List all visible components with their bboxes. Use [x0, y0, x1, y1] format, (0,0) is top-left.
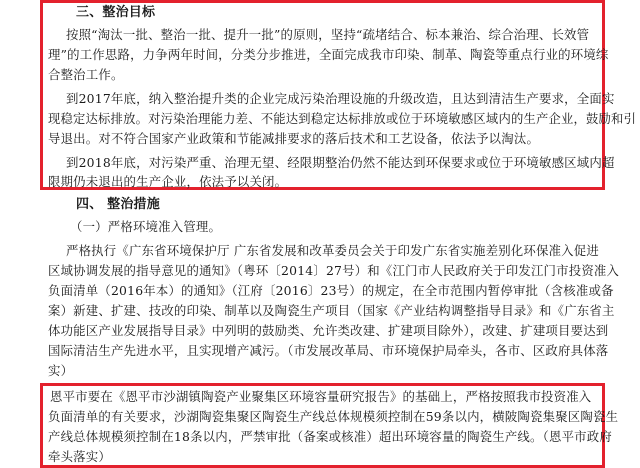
paragraph-line: 理”的工作思路，力争两年时间，分类分步推进，全面完成我市印染、制革、陶瓷等重点行业的环境综 [48, 47, 609, 62]
paragraph-line: 严格执行《广东省环境保护厅 广东省发展和改革委员会关于印发广东省实施差别化环保准入促进 [66, 243, 599, 258]
paragraph-line: 到2017年底，纳入整治提升类的企业完成污染治理设施的升级改造，且达到清洁生产要求，全面实 [66, 91, 615, 106]
subsection-heading: （一）严格环境准入管理。 [70, 219, 222, 234]
paragraph-line: 案）新建、扩建、技改的印染、制革以及陶瓷生产项目（国家《产业结构调整指导目录》和《广东省主 [48, 303, 615, 318]
paragraph-line: 恩平市要在《恩平市沙湖镇陶瓷产业聚集区环境容量研究报告》的基础上，严格按照我市投资准入 [50, 389, 592, 404]
paragraph-line: 体功能区产业发展指导目录》中列明的鼓励类、允许类改建、扩建项目除外），改建、扩建项目要达到 [48, 323, 609, 338]
paragraph-line: 实） [48, 363, 74, 378]
paragraph-line: 合整治工作。 [48, 67, 124, 82]
paragraph-line: 到2018年底，对污染严重、治理无望、经限期整治仍然不能达到环保要求或位于环境敏感区域内超 [66, 155, 615, 170]
paragraph-line: 牵头落实） [48, 449, 111, 464]
section-heading-targets: 三、整治目标 [76, 5, 156, 20]
paragraph-line: 按照“淘汰一批、整治一批、提升一批”的原则，坚持“疏堵结合、标本兼治、综合治理、长效管 [66, 27, 590, 42]
paragraph-line: 导退出。对不符合国家产业政策和节能减排要求的落后技术和工艺设备，依法予以淘汰。 [48, 131, 540, 146]
paragraph-line: 现稳定达标排放。对污染治理能力差、不能达到稳定达标排放或位于环境敏感区域内的生产企业，鼓励和引 [48, 112, 637, 126]
section-heading-measures: 四、 整治措施 [76, 197, 160, 212]
paragraph-line: 国际清洁生产先进水平，且实现增产减污。（市发展改革局、市环境保护局牵头，各市、区政府具体落 [48, 343, 609, 358]
paragraph-line: 负面清单（2016年本）的通知》（江府〔2016〕23号）的规定，在全市范围内暂停审批（含核准或备 [48, 283, 614, 298]
paragraph-line: 产线总体规模须控制在18条以内，严禁审批（备案或核准）超出环境容量的陶瓷生产线。（恩平市政府 [48, 429, 612, 444]
paragraph-line: 区域协调发展的指导意见的通知》（粤环〔2014〕27号）和《江门市人民政府关于印发江门市投资准入 [48, 263, 620, 278]
paragraph-line: 限期仍未退出的生产企业，依法予以关闭。 [48, 174, 288, 189]
paragraph-line: 负面清单的有关要求，沙湖陶瓷集聚区陶瓷生产线总体规模须控制在59条以内，横陂陶瓷集聚区陶瓷生 [48, 409, 619, 424]
